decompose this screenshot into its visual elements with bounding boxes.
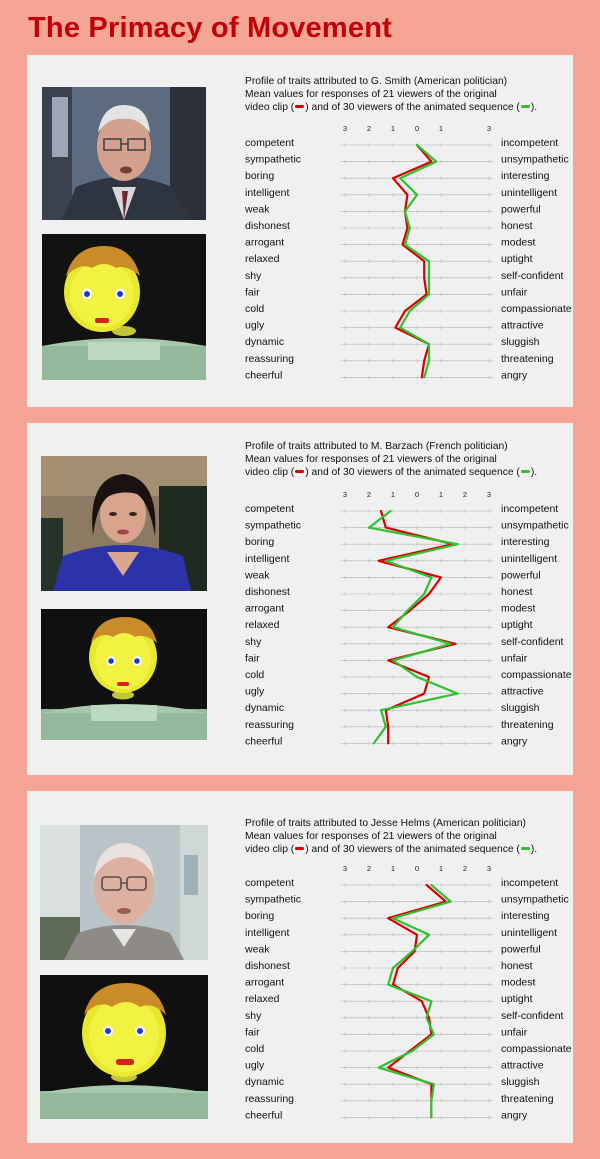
legend-swatch-animated [521,847,530,850]
trait-label-left: arrogant [245,976,285,989]
trait-label-right: powerful [501,943,541,956]
caption-line-1: Profile of traits attributed to G. Smith (American politician) [245,76,508,87]
axis-tick-label: 1 [438,124,444,133]
trait-label-right: unintelligent [501,552,558,565]
caption-line-3 [245,843,571,856]
axis-tick-label: 1 [390,490,396,499]
trait-label-right: incompetent [501,137,559,149]
profile-panel-helms [27,791,573,1143]
caption-line-2: Mean values for responses of 21 viewers of the original [245,454,497,465]
trait-label-right: angry [501,735,528,748]
caption-line-2: Mean values for responses of 21 viewers of the original [245,831,497,842]
trait-label-left: sympathetic [245,153,302,166]
caption-line-2: Mean values for responses of 21 viewers of the original [245,89,497,100]
trait-label-right: threatening [501,352,554,365]
caption-line-1: Profile of traits attributed to M. Barzach (French politician) [245,441,508,452]
caption-line-3-end: ). [530,102,538,113]
caption-line-3-middle: ) and of 30 viewers of the animated sequence ( [305,844,520,855]
chart-svg [243,123,573,389]
trait-label-right: attractive [501,685,544,698]
legend-swatch-original [295,847,304,850]
trait-label-left: cold [245,1043,265,1055]
trait-label-left: fair [245,652,260,665]
trait-label-right: powerful [501,569,541,582]
smith-animated-head [42,234,206,380]
trait-label-left: weak [245,569,270,582]
trait-label-right: compassionate [501,1043,572,1055]
axis-tick-label: 1 [390,124,396,133]
trait-label-left: dishonest [245,586,290,598]
chart-caption [245,75,571,114]
page-title: The Primacy of Movement [28,12,392,44]
trait-label-left: reassuring [245,352,295,365]
caption-line-3-start: video clip ( [245,102,295,113]
axis-tick-label: 3 [342,124,348,133]
trait-label-right: powerful [501,203,541,216]
trait-label-left: arrogant [245,602,285,615]
trait-label-left: competent [245,877,295,889]
helms-video-still [40,825,208,960]
trait-label-left: relaxed [245,619,280,632]
trait-label-left: weak [245,943,270,956]
trait-label-right: unsympathetic [501,519,569,532]
trait-label-left: shy [245,269,262,282]
trait-label-right: honest [501,960,533,972]
trait-label-right: incompetent [501,877,559,889]
trait-label-left: competent [245,137,295,149]
trait-label-right: sluggish [501,702,540,715]
barzach-video-still [41,456,207,591]
trait-label-right: unsympathetic [501,153,569,166]
trait-label-right: honest [501,586,533,598]
trait-label-right: uptight [501,253,533,266]
trait-label-left: cold [245,669,265,681]
axis-tick-label: 3 [486,864,492,873]
trait-label-left: ugly [245,685,265,698]
trait-label-right: sluggish [501,1076,540,1089]
caption-line-3-end: ). [530,467,538,478]
axis-tick-label: 3 [342,490,348,499]
axis-tick-label: 1 [390,864,396,873]
trait-label-left: intelligent [245,186,290,199]
barzach-animated-head [41,609,207,740]
trait-label-left: relaxed [245,253,280,266]
axis-tick-label: 2 [462,864,468,873]
trait-label-right: unsympathetic [501,893,569,906]
caption-line-3 [245,466,571,479]
trait-label-right: angry [501,369,528,382]
axis-tick-label: 0 [414,124,420,133]
trait-label-right: compassionate [501,303,572,315]
legend-swatch-original [295,105,304,108]
trait-label-left: ugly [245,1059,265,1072]
trait-label-right: interesting [501,536,550,549]
trait-label-left: dynamic [245,702,285,715]
trait-label-left: fair [245,286,260,299]
trait-label-left: cheerful [245,1109,283,1122]
trait-label-right: honest [501,220,533,232]
trait-label-left: weak [245,203,270,216]
trait-label-right: self-confident [501,635,564,648]
profile-panel-smith [27,55,573,407]
trait-label-right: angry [501,1109,528,1122]
trait-label-right: uptight [501,993,533,1006]
chart-caption [245,440,571,479]
caption-line-3-start: video clip ( [245,844,295,855]
trait-label-left: cold [245,303,265,315]
chart-svg [243,863,573,1129]
axis-tick-label: 3 [486,124,492,133]
axis-tick-label: 2 [462,490,468,499]
trait-label-right: unfair [501,286,528,299]
trait-label-right: unfair [501,1026,528,1039]
trait-label-left: ugly [245,319,265,332]
trait-label-right: self-confident [501,1009,564,1022]
axis-tick-label: 3 [342,864,348,873]
trait-label-left: reassuring [245,718,295,731]
trait-label-right: threatening [501,718,554,731]
trait-profile-chart-smith [243,123,573,389]
chart-caption [245,817,571,856]
profile-panel-barzach [27,423,573,775]
trait-label-right: threatening [501,1092,554,1105]
trait-label-right: self-confident [501,269,564,282]
axis-tick-label: 2 [366,124,372,133]
trait-label-right: sluggish [501,336,540,349]
trait-label-left: intelligent [245,926,290,939]
legend-swatch-animated [521,470,530,473]
trait-label-right: modest [501,602,536,615]
trait-label-left: relaxed [245,993,280,1006]
trait-label-left: intelligent [245,552,290,565]
trait-label-right: uptight [501,619,533,632]
trait-label-left: fair [245,1026,260,1039]
caption-line-3-end: ). [530,844,538,855]
trait-label-right: attractive [501,1059,544,1072]
caption-line-3 [245,101,571,114]
trait-label-right: attractive [501,319,544,332]
trait-label-right: modest [501,236,536,249]
axis-tick-label: 0 [414,490,420,499]
smith-video-still [42,87,206,220]
trait-label-left: dishonest [245,960,290,972]
trait-label-left: competent [245,503,295,515]
trait-label-right: interesting [501,910,550,923]
trait-label-right: unintelligent [501,926,558,939]
helms-animated-head [40,975,208,1119]
trait-label-left: arrogant [245,236,285,249]
axis-tick-label: 2 [366,490,372,499]
trait-label-right: unfair [501,652,528,665]
trait-label-right: compassionate [501,669,572,681]
caption-line-3-middle: ) and of 30 viewers of the animated sequence ( [305,467,520,478]
axis-tick-label: 1 [438,490,444,499]
trait-label-left: boring [245,536,275,549]
trait-label-right: interesting [501,170,550,183]
axis-tick-label: 1 [438,864,444,873]
trait-label-left: dynamic [245,336,285,349]
trait-label-right: incompetent [501,503,559,515]
trait-label-right: modest [501,976,536,989]
chart-svg [243,489,573,755]
trait-label-left: sympathetic [245,893,302,906]
trait-label-left: reassuring [245,1092,295,1105]
trait-label-left: dynamic [245,1076,285,1089]
legend-swatch-original [295,470,304,473]
trait-label-left: dishonest [245,220,290,232]
trait-label-right: unintelligent [501,186,558,199]
trait-label-left: boring [245,910,275,923]
axis-tick-label: 3 [486,490,492,499]
trait-label-left: shy [245,635,262,648]
caption-line-1: Profile of traits attributed to Jesse Helms (American politician) [245,818,526,829]
trait-label-left: cheerful [245,735,283,748]
trait-label-left: cheerful [245,369,283,382]
axis-tick-label: 2 [366,864,372,873]
trait-profile-chart-helms [243,863,573,1129]
caption-line-3-middle: ) and of 30 viewers of the animated sequence ( [305,102,520,113]
trait-label-left: boring [245,170,275,183]
caption-line-3-start: video clip ( [245,467,295,478]
trait-profile-chart-barzach [243,489,573,755]
trait-label-left: shy [245,1009,262,1022]
trait-label-left: sympathetic [245,519,302,532]
legend-swatch-animated [521,105,530,108]
axis-tick-label: 0 [414,864,420,873]
